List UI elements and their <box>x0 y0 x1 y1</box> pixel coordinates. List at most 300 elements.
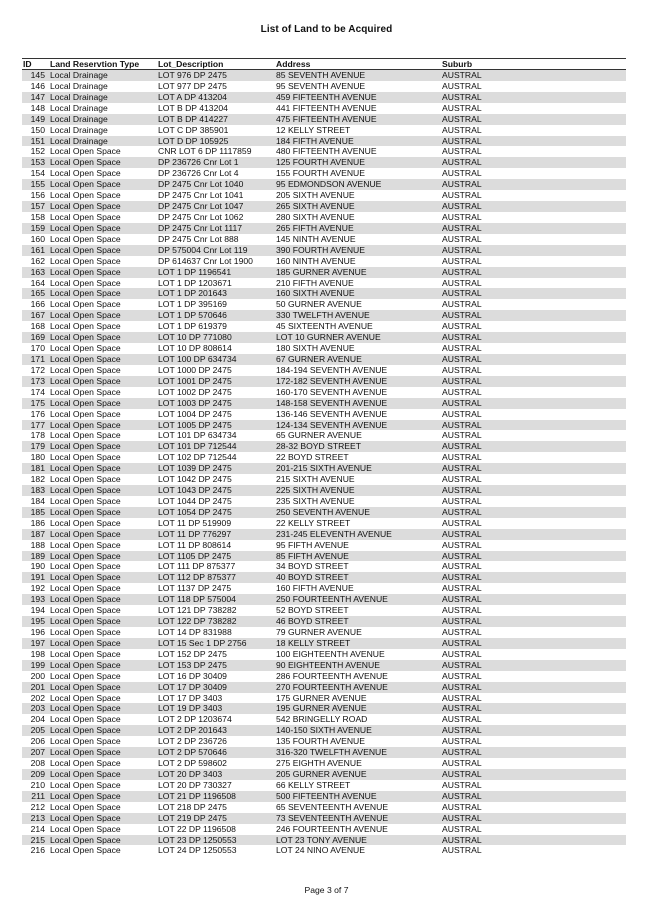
cell-id: 174 <box>30 386 45 397</box>
cell-type: Local Open Space <box>50 364 121 375</box>
cell-type: Local Open Space <box>50 146 121 157</box>
table-row <box>22 70 626 81</box>
cell-type: Local Open Space <box>49 157 157 168</box>
cell-address: 480 FIFTEENTH AVENUE <box>276 146 377 157</box>
cell-address: 215 SIXTH AVENUE <box>276 474 355 485</box>
cell-address: 95 EDMONDSON AVENUE <box>275 179 441 190</box>
cell-address: 441 FIFTEENTH AVENUE <box>276 102 377 113</box>
cell-suburb: AUSTRAL <box>441 398 626 409</box>
cell-lot: CNR LOT 6 DP 1117859 <box>158 146 252 157</box>
cell-suburb: AUSTRAL <box>442 474 482 485</box>
table-row <box>22 703 626 714</box>
cell-suburb: AUSTRAL <box>442 386 482 397</box>
table-row <box>22 835 626 846</box>
cell-type: Local Open Space <box>50 211 121 222</box>
cell-address: 52 BOYD STREET <box>276 605 349 616</box>
table-row <box>22 136 626 147</box>
table-row <box>22 212 626 223</box>
cell-suburb: AUSTRAL <box>441 638 626 649</box>
cell-id: 181 <box>22 463 49 474</box>
cell-address: 184-194 SEVENTH AVENUE <box>276 364 388 375</box>
cell-suburb: AUSTRAL <box>442 364 482 375</box>
cell-lot: LOT 2 DP 1203674 <box>158 714 232 725</box>
cell-id: 208 <box>30 758 45 769</box>
cell-id: 195 <box>22 616 49 627</box>
cell-suburb: AUSTRAL <box>442 408 482 419</box>
column-header-type: Land Reservtion Type <box>49 59 157 70</box>
cell-suburb: AUSTRAL <box>441 682 626 693</box>
table-row <box>22 278 626 289</box>
cell-suburb: AUSTRAL <box>441 703 626 714</box>
cell-address: 246 FOURTEENTH AVENUE <box>276 823 388 834</box>
cell-type: Local Open Space <box>49 420 157 431</box>
cell-id: 154 <box>30 168 45 179</box>
cell-id: 151 <box>22 136 49 147</box>
cell-address: 28-32 BOYD STREET <box>275 441 441 452</box>
cell-type: Local Drainage <box>50 102 108 113</box>
cell-address: 22 BOYD STREET <box>276 452 349 463</box>
cell-id: 159 <box>22 223 49 234</box>
cell-type: Local Open Space <box>50 299 121 310</box>
cell-suburb: AUSTRAL <box>441 376 626 387</box>
cell-type: Local Open Space <box>49 616 157 627</box>
cell-address: 140-150 SIXTH AVENUE <box>275 725 441 736</box>
cell-address: 145 NINTH AVENUE <box>276 233 356 244</box>
cell-lot: LOT 1042 DP 2475 <box>158 474 232 485</box>
table-row <box>22 780 626 791</box>
cell-lot: DP 2475 Cnr Lot 888 <box>158 233 239 244</box>
table-row <box>22 802 626 813</box>
cell-address: 160-170 SEVENTH AVENUE <box>276 386 388 397</box>
cell-lot: LOT C DP 385901 <box>158 124 229 135</box>
cell-lot: LOT 1137 DP 2475 <box>158 583 232 594</box>
cell-suburb: AUSTRAL <box>442 277 482 288</box>
cell-id: 175 <box>22 398 49 409</box>
cell-id: 166 <box>30 299 45 310</box>
cell-address: 280 SIXTH AVENUE <box>276 211 355 222</box>
cell-id: 213 <box>22 813 49 824</box>
cell-id: 185 <box>22 507 49 518</box>
table-row <box>22 605 626 616</box>
cell-lot: DP 236726 Cnr Lot 1 <box>157 157 275 168</box>
table-row <box>22 92 626 103</box>
cell-id: 152 <box>30 146 45 157</box>
cell-id: 207 <box>22 747 49 758</box>
cell-suburb: AUSTRAL <box>442 168 482 179</box>
cell-type: Local Open Space <box>50 539 121 550</box>
cell-type: Local Open Space <box>50 474 121 485</box>
cell-id: 191 <box>22 572 49 583</box>
cell-type: Local Open Space <box>49 354 157 365</box>
table-row <box>22 256 626 267</box>
cell-address: 40 BOYD STREET <box>275 572 441 583</box>
table-row <box>22 660 626 671</box>
cell-address: 231-245 ELEVENTH AVENUE <box>275 529 441 540</box>
cell-id: 198 <box>30 648 45 659</box>
cell-suburb: AUSTRAL <box>442 233 482 244</box>
cell-address: LOT 23 TONY AVENUE <box>275 835 441 846</box>
cell-suburb: AUSTRAL <box>441 660 626 671</box>
cell-address: 65 SEVENTEENTH AVENUE <box>276 801 389 812</box>
cell-type: Local Open Space <box>50 823 121 834</box>
cell-lot: LOT 2 DP 236726 <box>158 736 227 747</box>
cell-lot: LOT 1 DP 570646 <box>157 310 275 321</box>
cell-lot: LOT 118 DP 575004 <box>157 594 275 605</box>
cell-id: 202 <box>30 692 45 703</box>
cell-lot: LOT 101 DP 634734 <box>158 430 237 441</box>
cell-type: Local Open Space <box>50 233 121 244</box>
cell-address: 12 KELLY STREET <box>276 124 351 135</box>
cell-suburb: AUSTRAL <box>442 452 482 463</box>
cell-lot: LOT 1054 DP 2475 <box>157 507 275 518</box>
cell-address: 95 FIFTH AVENUE <box>276 539 349 550</box>
cell-address: 330 TWELFTH AVENUE <box>275 310 441 321</box>
cell-id: 200 <box>30 670 45 681</box>
cell-address: 45 SIXTEENTH AVENUE <box>276 321 373 332</box>
cell-lot: LOT 16 DP 30409 <box>158 670 227 681</box>
cell-address: 286 FOURTEENTH AVENUE <box>276 670 388 681</box>
cell-suburb: AUSTRAL <box>442 495 482 506</box>
cell-id: 160 <box>30 233 45 244</box>
table-row <box>22 572 626 583</box>
cell-address: 160 SIXTH AVENUE <box>275 288 441 299</box>
cell-id: 164 <box>30 277 45 288</box>
cell-type: Local Open Space <box>50 670 121 681</box>
cell-id: 177 <box>22 420 49 431</box>
cell-lot: LOT 20 DP 3403 <box>157 769 275 780</box>
cell-suburb: AUSTRAL <box>442 670 482 681</box>
cell-id: 214 <box>30 823 45 834</box>
cell-id: 192 <box>30 583 45 594</box>
column-header-suburb: Suburb <box>441 59 626 70</box>
table-row <box>22 813 626 824</box>
cell-address: 90 EIGHTEENTH AVENUE <box>275 660 441 671</box>
cell-id: 162 <box>30 255 45 266</box>
cell-type: Local Open Space <box>50 648 121 659</box>
cell-address: 50 GURNER AVENUE <box>276 299 362 310</box>
cell-suburb: AUSTRAL <box>442 692 482 703</box>
cell-type: Local Open Space <box>49 332 157 343</box>
cell-id: 178 <box>30 430 45 441</box>
cell-lot: LOT 1 DP 619379 <box>158 321 227 332</box>
cell-lot: LOT 11 DP 776297 <box>157 529 275 540</box>
cell-suburb: AUSTRAL <box>441 136 626 147</box>
cell-suburb: AUSTRAL <box>442 758 482 769</box>
table-header-row <box>22 59 626 70</box>
table-row <box>22 354 626 365</box>
cell-type: Local Open Space <box>49 201 157 212</box>
cell-id: 188 <box>30 539 45 550</box>
table-row <box>22 594 626 605</box>
table-row <box>22 441 626 452</box>
cell-suburb: AUSTRAL <box>441 616 626 627</box>
table-row <box>22 365 626 376</box>
cell-type: Local Drainage <box>50 80 108 91</box>
cell-suburb: AUSTRAL <box>441 245 626 256</box>
cell-suburb: AUSTRAL <box>441 223 626 234</box>
table-row <box>22 649 626 660</box>
cell-lot: DP 236726 Cnr Lot 4 <box>158 168 239 179</box>
cell-type: Local Open Space <box>49 835 157 846</box>
cell-suburb: AUSTRAL <box>441 813 626 824</box>
cell-suburb: AUSTRAL <box>442 627 482 638</box>
cell-id: 147 <box>22 92 49 103</box>
table-row <box>22 507 626 518</box>
cell-lot: LOT 218 DP 2475 <box>158 801 227 812</box>
cell-suburb: AUSTRAL <box>441 92 626 103</box>
table-row <box>22 288 626 299</box>
cell-id: 170 <box>30 343 45 354</box>
cell-lot: LOT 17 DP 3403 <box>158 692 223 703</box>
column-header-lot: Lot_Description <box>157 59 275 70</box>
cell-type: Local Open Space <box>50 736 121 747</box>
cell-address: 270 FOURTEENTH AVENUE <box>275 682 441 693</box>
table-row <box>22 114 626 125</box>
cell-address: LOT 24 NINO AVENUE <box>276 845 365 856</box>
cell-address: 459 FIFTEENTH AVENUE <box>275 92 441 103</box>
cell-id: 171 <box>22 354 49 365</box>
cell-suburb: AUSTRAL <box>441 507 626 518</box>
table-row <box>22 638 626 649</box>
cell-type: Local Open Space <box>50 605 121 616</box>
cell-address: 316-320 TWELFTH AVENUE <box>275 747 441 758</box>
cell-type: Local Open Space <box>49 179 157 190</box>
cell-address: 125 FOURTH AVENUE <box>275 157 441 168</box>
cell-address: 210 FIFTH AVENUE <box>276 277 354 288</box>
cell-id: 201 <box>22 682 49 693</box>
cell-id: 211 <box>22 791 49 802</box>
cell-lot: LOT 111 DP 875377 <box>158 561 236 572</box>
table-row <box>22 725 626 736</box>
cell-address: 160 NINTH AVENUE <box>276 255 356 266</box>
cell-address: 100 EIGHTEENTH AVENUE <box>276 648 385 659</box>
table-row <box>22 190 626 201</box>
cell-id: 165 <box>22 288 49 299</box>
cell-suburb: AUSTRAL <box>441 288 626 299</box>
table-row <box>22 376 626 387</box>
table-row <box>22 398 626 409</box>
cell-id: 167 <box>22 310 49 321</box>
table-row <box>22 627 626 638</box>
cell-id: 196 <box>30 627 45 638</box>
table-row <box>22 769 626 780</box>
cell-id: 148 <box>30 102 45 113</box>
cell-suburb: AUSTRAL <box>441 267 626 278</box>
cell-type: Local Open Space <box>49 463 157 474</box>
table-row <box>22 310 626 321</box>
table-row <box>22 299 626 310</box>
cell-address: 95 SEVENTH AVENUE <box>276 80 366 91</box>
cell-type: Local Open Space <box>49 223 157 234</box>
cell-type: Local Open Space <box>50 845 121 856</box>
table-row <box>22 430 626 441</box>
table-body <box>22 70 626 857</box>
cell-id: 197 <box>22 638 49 649</box>
cell-id: 182 <box>30 474 45 485</box>
cell-lot: DP 2475 Cnr Lot 1062 <box>158 211 244 222</box>
cell-type: Local Open Space <box>49 638 157 649</box>
cell-lot: LOT 10 DP 771080 <box>157 332 275 343</box>
cell-suburb: AUSTRAL <box>442 321 482 332</box>
cell-type: Local Open Space <box>50 692 121 703</box>
cell-lot: LOT 1 DP 1196541 <box>157 267 275 278</box>
cell-address: 155 FOURTH AVENUE <box>276 168 365 179</box>
cell-lot: LOT 20 DP 730327 <box>158 779 232 790</box>
cell-address: 250 SEVENTH AVENUE <box>275 507 441 518</box>
cell-suburb: AUSTRAL <box>441 70 626 81</box>
table-row <box>22 103 626 114</box>
cell-id: 150 <box>30 124 45 135</box>
cell-address: 201-215 SIXTH AVENUE <box>275 463 441 474</box>
cell-address: 79 GURNER AVENUE <box>276 627 362 638</box>
table-row <box>22 245 626 256</box>
cell-lot: LOT 1001 DP 2475 <box>157 376 275 387</box>
table-row <box>22 583 626 594</box>
table-row <box>22 125 626 136</box>
cell-suburb: AUSTRAL <box>442 845 482 856</box>
cell-type: Local Open Space <box>50 758 121 769</box>
cell-address: 18 KELLY STREET <box>275 638 441 649</box>
cell-type: Local Open Space <box>49 485 157 496</box>
cell-suburb: AUSTRAL <box>442 190 482 201</box>
cell-suburb: AUSTRAL <box>441 594 626 605</box>
table-row <box>22 146 626 157</box>
cell-type: Local Open Space <box>50 321 121 332</box>
cell-lot: DP 575004 Cnr Lot 119 <box>157 245 275 256</box>
cell-suburb: AUSTRAL <box>442 343 482 354</box>
cell-address: 85 FIFTH AVENUE <box>275 551 441 562</box>
cell-id: 199 <box>22 660 49 671</box>
cell-lot: LOT 1044 DP 2475 <box>158 495 232 506</box>
cell-lot: DP 2475 Cnr Lot 1041 <box>158 190 244 201</box>
table-row <box>22 201 626 212</box>
cell-id: 169 <box>22 332 49 343</box>
cell-address: 160 FIFTH AVENUE <box>276 583 354 594</box>
cell-id: 204 <box>30 714 45 725</box>
table-row <box>22 496 626 507</box>
cell-lot: LOT 1005 DP 2475 <box>157 420 275 431</box>
cell-suburb: AUSTRAL <box>441 157 626 168</box>
table-row <box>22 343 626 354</box>
cell-id: 179 <box>22 441 49 452</box>
cell-lot: LOT 2 DP 570646 <box>157 747 275 758</box>
cell-address: 85 SEVENTH AVENUE <box>275 70 441 81</box>
cell-address: 136-146 SEVENTH AVENUE <box>276 408 388 419</box>
cell-id: 156 <box>30 190 45 201</box>
cell-lot: LOT 1039 DP 2475 <box>157 463 275 474</box>
cell-address: 500 FIFTEENTH AVENUE <box>275 791 441 802</box>
cell-id: 145 <box>22 70 49 81</box>
cell-type: Local Open Space <box>50 343 121 354</box>
cell-type: Local Open Space <box>49 769 157 780</box>
cell-suburb: AUSTRAL <box>442 779 482 790</box>
cell-address: 175 GURNER AVENUE <box>276 692 367 703</box>
cell-type: Local Open Space <box>50 627 121 638</box>
cell-address: 34 BOYD STREET <box>276 561 349 572</box>
table-row <box>22 791 626 802</box>
cell-type: Local Open Space <box>49 572 157 583</box>
cell-id: 216 <box>30 845 45 856</box>
cell-suburb: AUSTRAL <box>441 310 626 321</box>
cell-lot: LOT 1105 DP 2475 <box>157 551 275 562</box>
cell-suburb: AUSTRAL <box>441 441 626 452</box>
cell-lot: LOT 122 DP 738282 <box>157 616 275 627</box>
cell-suburb: AUSTRAL <box>442 736 482 747</box>
cell-type: Local Open Space <box>50 408 121 419</box>
cell-id: 149 <box>22 114 49 125</box>
cell-type: Local Drainage <box>49 114 157 125</box>
cell-id: 180 <box>30 452 45 463</box>
cell-lot: DP 614637 Cnr Lot 1900 <box>158 255 253 266</box>
cell-suburb: AUSTRAL <box>441 179 626 190</box>
cell-address: 148-158 SEVENTH AVENUE <box>275 398 441 409</box>
cell-suburb: AUSTRAL <box>442 714 482 725</box>
cell-type: Local Open Space <box>49 267 157 278</box>
cell-address: 195 GURNER AVENUE <box>275 703 441 714</box>
cell-id: 186 <box>30 517 45 528</box>
cell-address: 124-134 SEVENTH AVENUE <box>275 420 441 431</box>
cell-id: 157 <box>22 201 49 212</box>
cell-suburb: AUSTRAL <box>441 791 626 802</box>
cell-address: 185 GURNER AVENUE <box>275 267 441 278</box>
cell-lot: LOT B DP 413204 <box>158 102 228 113</box>
cell-id: 189 <box>22 551 49 562</box>
cell-suburb: AUSTRAL <box>441 420 626 431</box>
table-row <box>22 420 626 431</box>
table-row <box>22 234 626 245</box>
cell-lot: LOT 1003 DP 2475 <box>157 398 275 409</box>
cell-type: Local Drainage <box>49 92 157 103</box>
cell-id: 176 <box>30 408 45 419</box>
table-row <box>22 81 626 92</box>
cell-type: Local Open Space <box>50 255 121 266</box>
cell-type: Local Open Space <box>49 441 157 452</box>
cell-lot: LOT 15 Sec 1 DP 2756 <box>157 638 275 649</box>
cell-address: 135 FOURTH AVENUE <box>276 736 365 747</box>
cell-type: Local Open Space <box>50 517 121 528</box>
page-title: List of Land to be Acquired <box>260 24 393 35</box>
cell-address: 475 FIFTEENTH AVENUE <box>275 114 441 125</box>
cell-address: 184 FIFTH AVENUE <box>275 136 441 147</box>
table-row <box>22 332 626 343</box>
cell-lot: LOT 976 DP 2475 <box>157 70 275 81</box>
cell-type: Local Open Space <box>50 561 121 572</box>
cell-id: 210 <box>30 779 45 790</box>
table-row <box>22 474 626 485</box>
cell-id: 209 <box>22 769 49 780</box>
cell-suburb: AUSTRAL <box>441 769 626 780</box>
cell-id: 190 <box>30 561 45 572</box>
cell-lot: DP 2475 Cnr Lot 1040 <box>157 179 275 190</box>
cell-type: Local Drainage <box>50 124 108 135</box>
cell-suburb: AUSTRAL <box>442 430 482 441</box>
cell-id: 187 <box>22 529 49 540</box>
cell-type: Local Open Space <box>50 583 121 594</box>
cell-type: Local Open Space <box>50 277 121 288</box>
cell-lot: LOT A DP 413204 <box>157 92 275 103</box>
cell-type: Local Open Space <box>49 791 157 802</box>
cell-address: 205 GURNER AVENUE <box>275 769 441 780</box>
cell-suburb: AUSTRAL <box>442 648 482 659</box>
cell-suburb: AUSTRAL <box>442 102 482 113</box>
cell-lot: LOT 10 DP 808614 <box>158 343 232 354</box>
table-row <box>22 616 626 627</box>
cell-id: 194 <box>30 605 45 616</box>
cell-lot: LOT 24 DP 1250553 <box>158 845 237 856</box>
cell-id: 168 <box>30 321 45 332</box>
cell-id: 153 <box>22 157 49 168</box>
cell-type: Local Open Space <box>49 703 157 714</box>
